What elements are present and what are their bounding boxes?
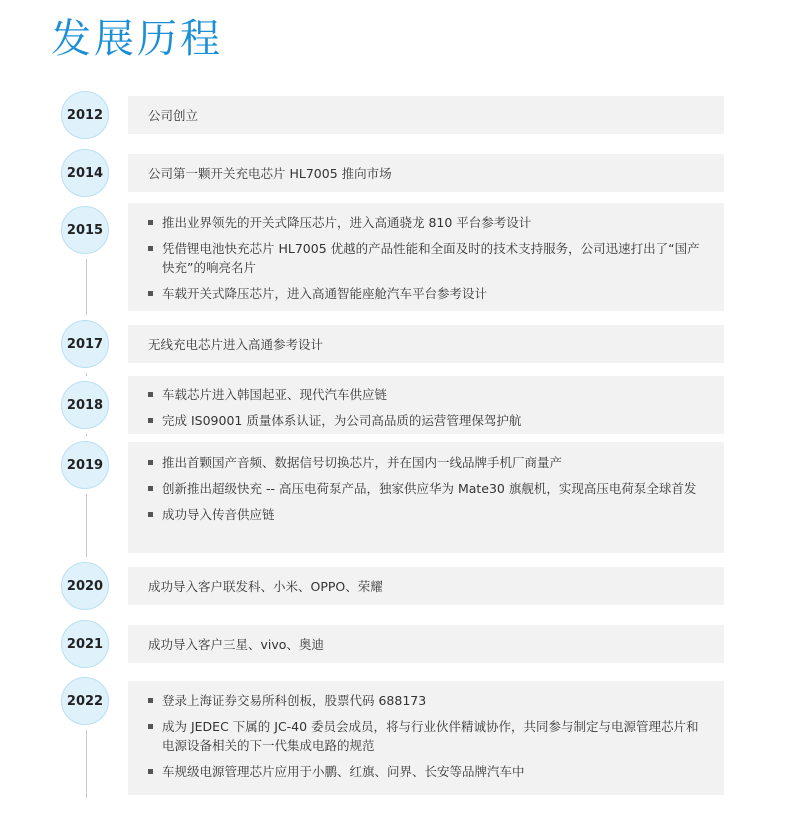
milestone-item bbox=[148, 284, 706, 303]
year-badge-2018: 2018 bbox=[61, 381, 109, 429]
milestone-card-2019 bbox=[128, 442, 724, 553]
milestone-item-text: 车规级电源管理芯片应用于小鹏、红旗、问界、长安等品牌汽车中 bbox=[162, 764, 525, 779]
milestone-item-text: 车载芯片进入韩国起亚、现代汽车供应链 bbox=[162, 387, 388, 402]
milestone-card-2021 bbox=[128, 625, 724, 663]
year-badge-2017: 2017 bbox=[61, 320, 109, 368]
milestone-item-text: 车载开关式降压芯片，进入高通智能座舱汽车平台参考设计 bbox=[162, 286, 488, 301]
year-badge-2019: 2019 bbox=[61, 441, 109, 489]
milestone-item-text: 成功导入传音供应链 bbox=[162, 507, 275, 522]
milestone-item bbox=[148, 691, 706, 710]
year-badge-2012: 2012 bbox=[61, 91, 109, 139]
milestone-card-2012 bbox=[128, 96, 724, 134]
milestone-list bbox=[148, 453, 706, 524]
year-badge-2021: 2021 bbox=[61, 620, 109, 668]
year-badge-2020: 2020 bbox=[61, 562, 109, 610]
milestone-card-2022 bbox=[128, 681, 724, 795]
milestone-item bbox=[148, 479, 706, 498]
milestone-item bbox=[148, 717, 706, 755]
milestone-item-text: 创新推出超级快充 -- 高压电荷泵产品，独家供应华为 Mate30 旗舰机，实现高压电荷泵全球首发 bbox=[162, 481, 697, 496]
milestone-text: 成功导入客户三星、vivo、奥迪 bbox=[148, 636, 324, 652]
milestone-card-2018 bbox=[128, 376, 724, 434]
square-bullet-icon bbox=[148, 724, 153, 729]
square-bullet-icon bbox=[148, 392, 153, 397]
milestone-text: 公司创立 bbox=[148, 107, 199, 123]
milestone-card-2017 bbox=[128, 325, 724, 363]
year-badge-2022: 2022 bbox=[61, 677, 109, 725]
square-bullet-icon bbox=[148, 246, 153, 251]
milestone-item bbox=[148, 213, 706, 232]
milestone-item-text: 登录上海证券交易所科创板，股票代码 688173 bbox=[162, 693, 427, 708]
milestone-item bbox=[148, 505, 706, 524]
milestone-card-2015 bbox=[128, 203, 724, 311]
square-bullet-icon bbox=[148, 220, 153, 225]
milestone-text: 成功导入客户联发科、小米、OPPO、荣耀 bbox=[148, 578, 383, 594]
square-bullet-icon bbox=[148, 512, 153, 517]
milestone-text: 无线充电芯片进入高通参考设计 bbox=[148, 336, 324, 352]
square-bullet-icon bbox=[148, 291, 153, 296]
square-bullet-icon bbox=[148, 769, 153, 774]
milestone-item-text: 推出首颗国产音频、数据信号切换芯片，并在国内一线品牌手机厂商量产 bbox=[162, 455, 563, 470]
square-bullet-icon bbox=[148, 460, 153, 465]
year-badge-2014: 2014 bbox=[61, 149, 109, 197]
milestone-item bbox=[148, 239, 706, 277]
page-title: 发展历程 bbox=[51, 16, 223, 62]
milestone-list bbox=[148, 691, 706, 781]
year-badge-2015: 2015 bbox=[61, 206, 109, 254]
milestone-list bbox=[148, 213, 706, 303]
milestone-item bbox=[148, 411, 706, 430]
milestone-list bbox=[148, 385, 706, 430]
milestone-item bbox=[148, 453, 706, 472]
milestone-item-text: 凭借锂电池快充芯片 HL7005 优越的产品性能和全面及时的技术支持服务，公司迅速打出了“国产快充”的响亮名片 bbox=[162, 241, 700, 275]
milestone-item-text: 成为 JEDEC 下属的 JC-40 委员会成员，将与行业伙伴精诚协作，共同参与制定与电源管理芯片和电源设备相关的下一代集成电路的规范 bbox=[162, 719, 699, 753]
milestone-item-text: 推出业界领先的开关式降压芯片，进入高通骁龙 810 平台参考设计 bbox=[162, 215, 532, 230]
milestone-item-text: 完成 IS09001 质量体系认证，为公司高品质的运营管理保驾护航 bbox=[162, 413, 522, 428]
square-bullet-icon bbox=[148, 698, 153, 703]
milestone-item bbox=[148, 385, 706, 404]
square-bullet-icon bbox=[148, 418, 153, 423]
milestone-text: 公司第一颗开关充电芯片 HL7005 推向市场 bbox=[148, 165, 392, 181]
milestone-item bbox=[148, 762, 706, 781]
milestone-card-2020 bbox=[128, 567, 724, 605]
milestone-card-2014 bbox=[128, 154, 724, 192]
square-bullet-icon bbox=[148, 486, 153, 491]
